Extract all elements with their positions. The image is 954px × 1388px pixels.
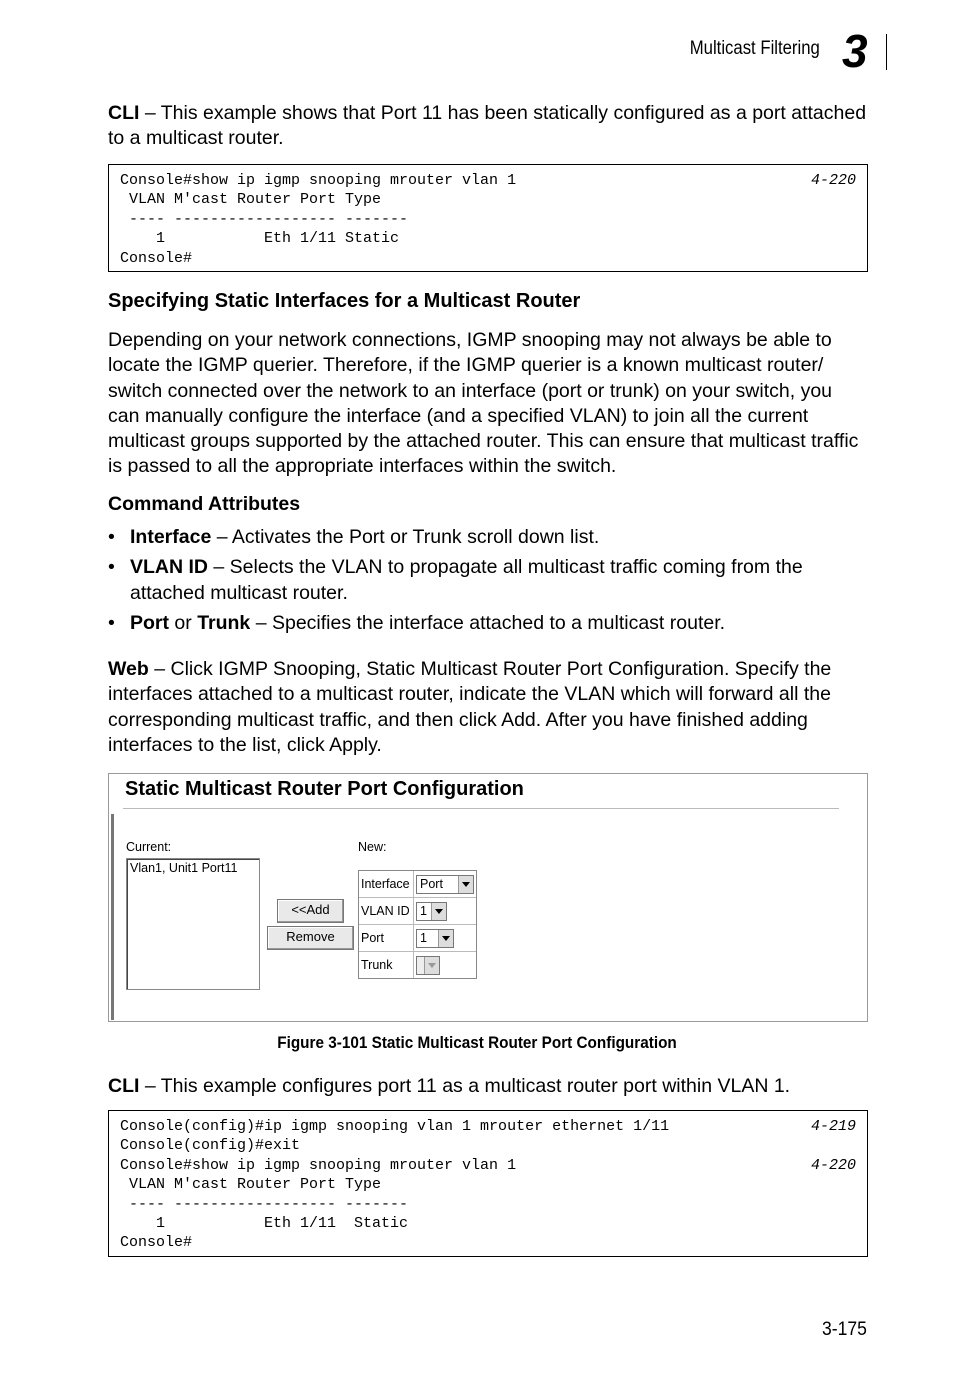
current-label: Current:: [126, 840, 172, 854]
trunk-row: [359, 952, 476, 978]
current-list[interactable]: [126, 858, 260, 990]
figure-panel-title: Static Multicast Router Port Configuration: [125, 778, 524, 800]
attributes-heading: Command Attributes: [108, 493, 301, 515]
title-divider: [123, 808, 839, 809]
new-entry-table: [358, 870, 477, 979]
section-heading: Specifying Static Interfaces for a Multicast Router: [108, 290, 581, 312]
vlan-id-row: [359, 898, 476, 925]
code-line: Console(config)#ip igmp snooping vlan 1 mrouter ethernet 1/11 4-219: [120, 1118, 856, 1135]
port-label: Port: [361, 931, 384, 945]
attributes-list: [108, 525, 868, 636]
code-line: VLAN M'cast Router Port Type: [120, 191, 382, 209]
code-line: Console#show ip igmp snooping mrouter vlan 1 4-220: [120, 1156, 856, 1174]
code-line: Console#: [120, 1234, 193, 1252]
code-line: Console#: [120, 249, 193, 267]
intro-cli-paragraph-2: CLI – This example configures port 11 as a multicast router port within VLAN 1.: [108, 1075, 791, 1097]
code-line: VLAN M'cast Router Port Type: [120, 1176, 382, 1194]
interface-label: Interface: [361, 877, 410, 891]
code-ref: 4-220: [810, 172, 856, 189]
chapter-number: 3: [842, 25, 868, 77]
code-block-2: [108, 1110, 868, 1257]
code-line: 1 Eth 1/11 Static: [120, 1214, 409, 1232]
list-item: • Interface – Activates the Port or Trunk scroll down list.: [108, 526, 600, 548]
add-button[interactable]: <<Add: [277, 899, 344, 923]
running-header: Multicast Filtering: [689, 38, 820, 59]
port-row: [359, 925, 476, 952]
chevron-down-icon[interactable]: [431, 903, 446, 920]
vlan-id-select[interactable]: 1: [416, 902, 447, 921]
list-item: • VLAN ID – Selects the VLAN to propagate all multicast traffic coming from the attached multicast router.: [108, 556, 803, 604]
frame-edge: [111, 814, 114, 1020]
config-screenshot: [108, 773, 868, 1022]
interface-select[interactable]: Port: [416, 875, 474, 894]
cli-lead: CLI: [108, 102, 140, 124]
chevron-down-icon[interactable]: [458, 876, 473, 893]
new-label: New:: [358, 840, 387, 854]
web-lead: Web: [108, 658, 149, 680]
chevron-down-icon[interactable]: [438, 930, 453, 947]
port-select[interactable]: 1: [416, 929, 454, 948]
body-paragraph: Depending on your network connections, IGMP snooping may not always be able to locate the IGMP querier. Therefore, if the IGMP querier is a known multicast router/ switch connected over the network to an interface (port or trunk) on your switch, you can manually configure the interface (and a specified VLAN) to join all the current multicast groups supported by the attached router. This can ensure that multicast traffic is passed to all the appropriate interfaces within the switch.: [108, 329, 859, 478]
code-line: 1 Eth 1/11 Static: [120, 230, 400, 248]
code-block-1: [108, 164, 868, 272]
trunk-label: Trunk: [361, 958, 393, 972]
code-line: ---- ------------------ -------: [120, 1195, 409, 1213]
code-ref: 4-220: [810, 1156, 856, 1174]
interface-row: [359, 871, 476, 898]
trunk-select: [416, 956, 440, 975]
intro-cli-paragraph-1: [108, 101, 868, 152]
page-number: 3-175: [822, 1318, 867, 1340]
web-paragraph: Web – Click IGMP Snooping, Static Multicast Router Port Configuration. Specify the interfaces attached to a multicast router, indicate the VLAN which will forward all the corresponding multicast traffic, and then click Add. After you have finished adding interfaces to the list, click Apply.: [108, 658, 832, 756]
cli-lead: CLI: [108, 1075, 140, 1097]
figure-caption: Figure 3-101 Static Multicast Router Port Configuration: [277, 1033, 677, 1052]
list-item: • Port or Trunk – Specifies the interface attached to a multicast router.: [108, 611, 726, 634]
chevron-down-icon: [424, 957, 439, 974]
intro-text: – This example shows that Port 11 has been statically configured as a port attached to a multicast router.: [108, 102, 867, 150]
code-ref: 4-219: [810, 1118, 856, 1135]
code-line: Console#show ip igmp snooping mrouter vlan 1 4-220: [120, 172, 856, 189]
code-line: Console(config)#exit: [120, 1137, 301, 1155]
remove-button[interactable]: Remove: [267, 926, 354, 950]
list-item[interactable]: Vlan1, Unit1 Port11: [130, 861, 238, 875]
code-line: ---- ------------------ -------: [120, 210, 409, 228]
vlan-id-label: VLAN ID: [361, 904, 410, 918]
